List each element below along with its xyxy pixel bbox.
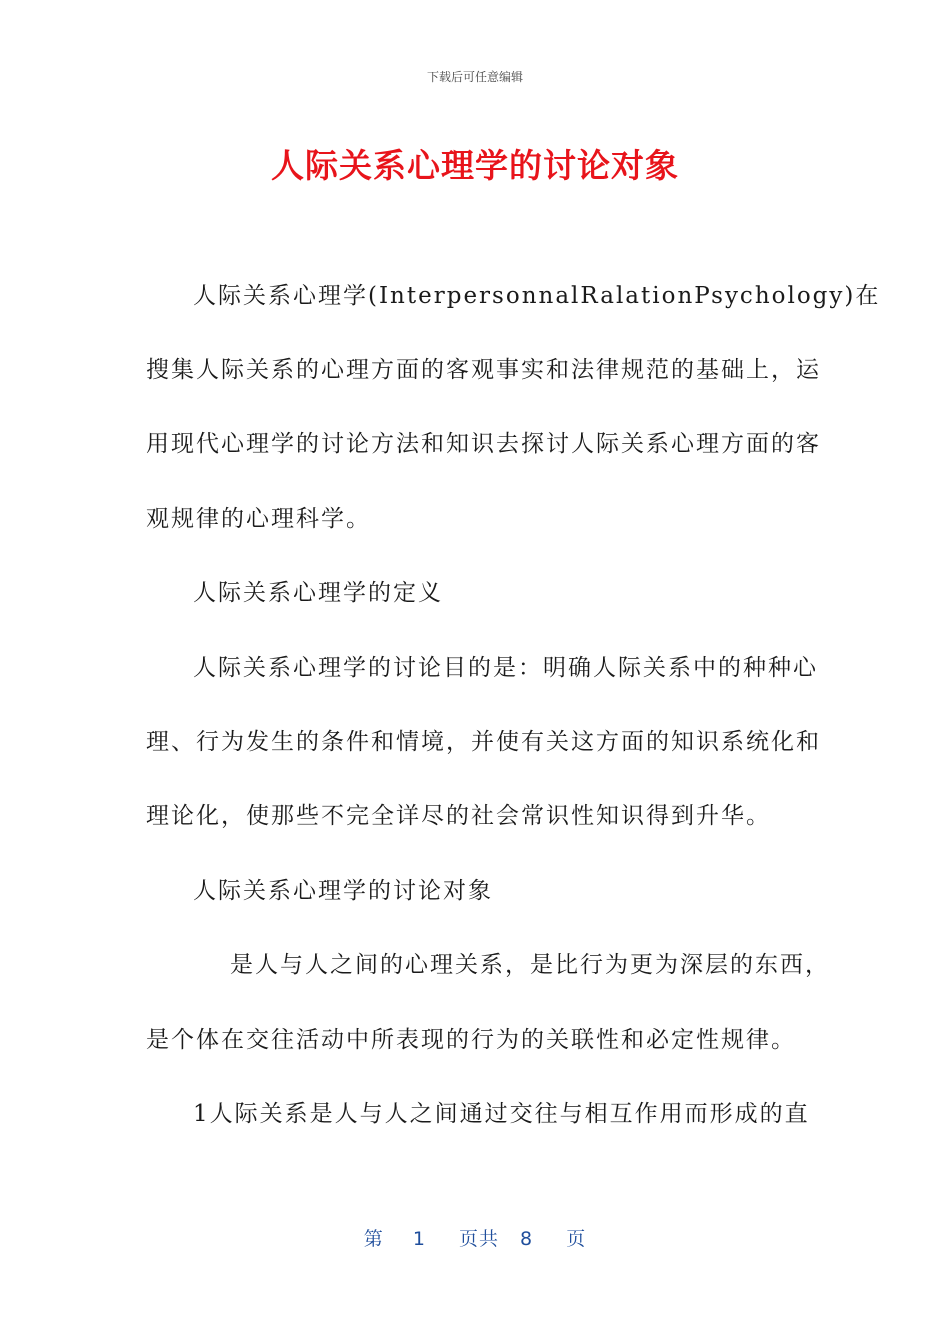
paragraph-line: 理论化，使那些不完全详尽的社会常识性知识得到升华。 [146,803,771,829]
footer-total-pages: 8 [520,1228,534,1250]
footer-label-di: 第 [363,1228,384,1250]
document-title: 人际关系心理学的讨论对象 [271,146,679,185]
paragraph-line: 1人际关系是人与人之间通过交往与相互作用而形成的直 [193,1101,810,1127]
paragraph-line: 是人与人之间的心理关系，是比行为更为深层的东西， [230,952,830,978]
paragraph-line: 人际关系心理学的讨论目的是：明确人际关系中的种种心 [193,655,818,681]
paragraph-line: 观规律的心理科学。 [146,506,371,532]
page-footer [0,1224,950,1251]
footer-page-number: 1 [412,1228,426,1250]
paragraph-line: 是个体在交往活动中所表现的行为的关联性和必定性规律。 [146,1027,796,1053]
paragraph-line: 搜集人际关系的心理方面的客观事实和法律规范的基础上，运 [146,357,821,383]
paragraph-line: 用现代心理学的讨论方法和知识去探讨人际关系心理方面的客 [146,431,821,457]
footer-label-ye-gong: 页共 [458,1228,499,1250]
paragraph-line: 人际关系心理学(InterpersonnalRalationPsychology)在 [193,283,881,309]
section-heading: 人际关系心理学的定义 [193,580,443,606]
paragraph-line: 理、行为发生的条件和情境，并使有关这方面的知识系统化和 [146,729,821,755]
section-heading: 人际关系心理学的讨论对象 [193,878,493,904]
page-header: 下载后可任意编辑 [426,70,523,84]
footer-label-ye: 页 [566,1228,587,1250]
